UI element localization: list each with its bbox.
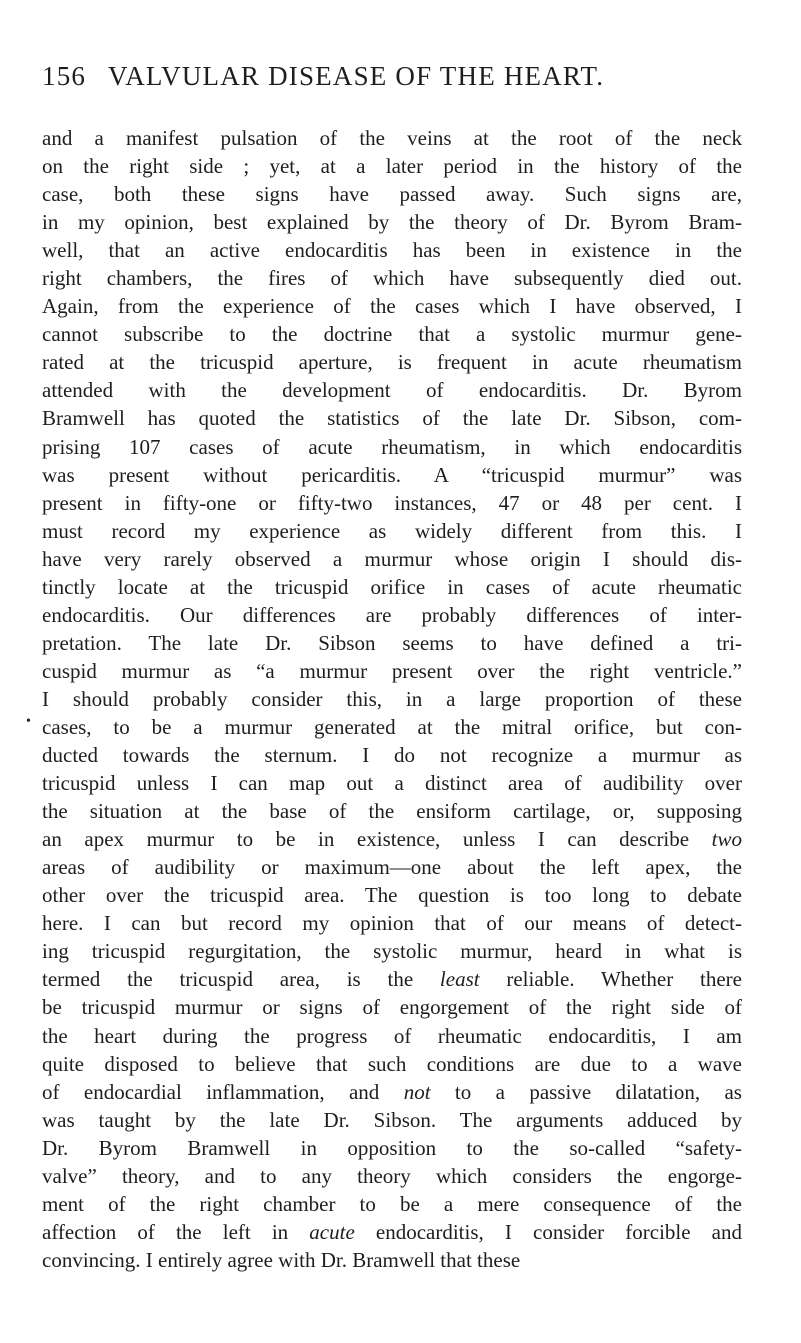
- text-line: [42, 292, 742, 320]
- text-segment: cannot subscribe to the doctrine that a systolic murmur gene-: [42, 322, 742, 347]
- text-segment: Dr. Byrom Bramwell in opposition to the so-called “safety-: [42, 1135, 742, 1160]
- text-segment: cuspid murmur as “a murmur present over the right ventricle.”: [42, 658, 742, 683]
- emphasis-text: two: [711, 827, 742, 852]
- margin-mark: •: [26, 714, 31, 729]
- text-segment: convincing. I entirely agree with Dr. Bramwell that these: [42, 1247, 521, 1272]
- text-segment: here. I can but record my opinion that of our means of detect-: [42, 911, 742, 936]
- body-text: [42, 124, 742, 1274]
- text-segment: was taught by the late Dr. Sibson. The arguments adduced by: [42, 1107, 742, 1132]
- text-line: [42, 489, 742, 517]
- text-line: [42, 264, 742, 292]
- text-segment: other over the tricuspid area. The question is too long to debate: [42, 883, 742, 908]
- text-segment: must record my experience as widely different from this. I: [42, 518, 742, 543]
- text-line: [42, 993, 742, 1021]
- text-line: [42, 1134, 742, 1162]
- text-segment: attended with the development of endocarditis. Dr. Byrom: [42, 378, 742, 403]
- text-segment: ing tricuspid regurgitation, the systolic murmur, heard in what is: [42, 939, 742, 964]
- running-head: [42, 56, 742, 96]
- text-segment: prising 107 cases of acute rheumatism, in which endocarditis: [42, 434, 742, 459]
- page-number: 156: [42, 61, 87, 91]
- text-segment: affection of the left in: [42, 1219, 310, 1244]
- text-line: [42, 180, 742, 208]
- text-line: [42, 545, 742, 573]
- text-segment: right chambers, the fires of which have subsequently died out.: [42, 266, 742, 291]
- text-segment: the situation at the base of the ensiform cartilage, or, supposing: [42, 799, 742, 824]
- text-line: [42, 573, 742, 601]
- text-segment: present in fifty-one or fifty-two instances, 47 or 48 per cent. I: [42, 490, 742, 515]
- text-segment: tricuspid unless I can map out a distinct area of audibility over: [42, 771, 742, 796]
- emphasis-text: acute: [309, 1219, 355, 1244]
- text-segment: an apex murmur to be in existence, unless I can describe: [42, 827, 712, 852]
- text-line: [42, 825, 742, 853]
- text-segment: in my opinion, best explained by the theory of Dr. Byrom Bram-: [42, 210, 742, 235]
- text-line: [42, 236, 742, 264]
- text-segment: I should probably consider this, in a large proportion of these: [42, 686, 742, 711]
- text-line: [42, 741, 742, 769]
- text-segment: was present without pericarditis. A “tricuspid murmur” was: [42, 462, 742, 487]
- text-line: [42, 881, 742, 909]
- text-line: [42, 1190, 742, 1218]
- text-segment: and a manifest pulsation of the veins at the root of the neck: [42, 126, 742, 150]
- text-segment: termed the tricuspid area, is the: [42, 967, 440, 992]
- text-segment: ducted towards the sternum. I do not recognize a murmur as: [42, 743, 742, 768]
- text-line: [42, 348, 742, 376]
- text-segment: endocarditis, I consider forcible and: [354, 1219, 742, 1244]
- text-segment: tinctly locate at the tricuspid orifice in cases of acute rheumatic: [42, 574, 742, 599]
- text-segment: have very rarely observed a murmur whose origin I should dis-: [42, 546, 742, 571]
- text-line: [42, 517, 742, 545]
- text-segment: Again, from the experience of the cases which I have observed, I: [42, 294, 742, 319]
- chapter-title: VALVULAR DISEASE OF THE HEART.: [108, 61, 605, 91]
- text-line: [42, 713, 742, 741]
- text-segment: of endocardial inflammation, and: [42, 1079, 404, 1104]
- text-line: [42, 320, 742, 348]
- text-line: [42, 797, 742, 825]
- text-segment: cases, to be a murmur generated at the mitral orifice, but con-: [42, 714, 742, 739]
- text-line: [42, 965, 742, 993]
- text-segment: pretation. The late Dr. Sibson seems to have defined a tri-: [42, 630, 742, 655]
- emphasis-text: not: [403, 1079, 431, 1104]
- text-segment: be tricuspid murmur or signs of engorgement of the right side of: [42, 995, 742, 1020]
- text-line: [42, 1050, 742, 1078]
- text-line: [42, 853, 742, 881]
- text-line: [42, 1162, 742, 1190]
- text-line: [42, 909, 742, 937]
- text-segment: to a passive dilatation, as: [430, 1079, 742, 1104]
- text-line: [42, 1106, 742, 1134]
- text-line: [42, 769, 742, 797]
- text-segment: on the right side ; yet, at a later period in the history of the: [42, 154, 742, 179]
- text-line: [42, 685, 742, 713]
- text-segment: reliable. Whether there: [479, 967, 742, 992]
- text-segment: ment of the right chamber to be a mere consequence of the: [42, 1191, 742, 1216]
- text-segment: Bramwell has quoted the statistics of the late Dr. Sibson, com-: [42, 406, 742, 431]
- text-segment: the heart during the progress of rheumatic endocarditis, I am: [42, 1023, 742, 1048]
- text-segment: areas of audibility or maximum—one about the left apex, the: [42, 855, 742, 880]
- text-line: [42, 657, 742, 685]
- text-line: [42, 376, 742, 404]
- text-line: [42, 404, 742, 432]
- text-line: [42, 124, 742, 152]
- text-segment: valve” theory, and to any theory which considers the engorge-: [42, 1163, 742, 1188]
- text-segment: case, both these signs have passed away. Such signs are,: [42, 182, 742, 207]
- text-line: [42, 208, 742, 236]
- text-line: [42, 461, 742, 489]
- text-line: [42, 152, 742, 180]
- text-line: [42, 433, 742, 461]
- text-line: [42, 601, 742, 629]
- text-segment: endocarditis. Our differences are probably differences of inter-: [42, 602, 742, 627]
- text-segment: well, that an active endocarditis has been in existence in the: [42, 238, 742, 263]
- text-line: [42, 1218, 742, 1246]
- text-line: [42, 629, 742, 657]
- text-segment: rated at the tricuspid aperture, is frequent in acute rheumatism: [42, 350, 742, 375]
- text-segment: quite disposed to believe that such conditions are due to a wave: [42, 1051, 742, 1076]
- text-line: [42, 1022, 742, 1050]
- text-line: [42, 1078, 742, 1106]
- text-line: [42, 937, 742, 965]
- emphasis-text: least: [439, 967, 480, 992]
- text-line: [42, 1246, 742, 1274]
